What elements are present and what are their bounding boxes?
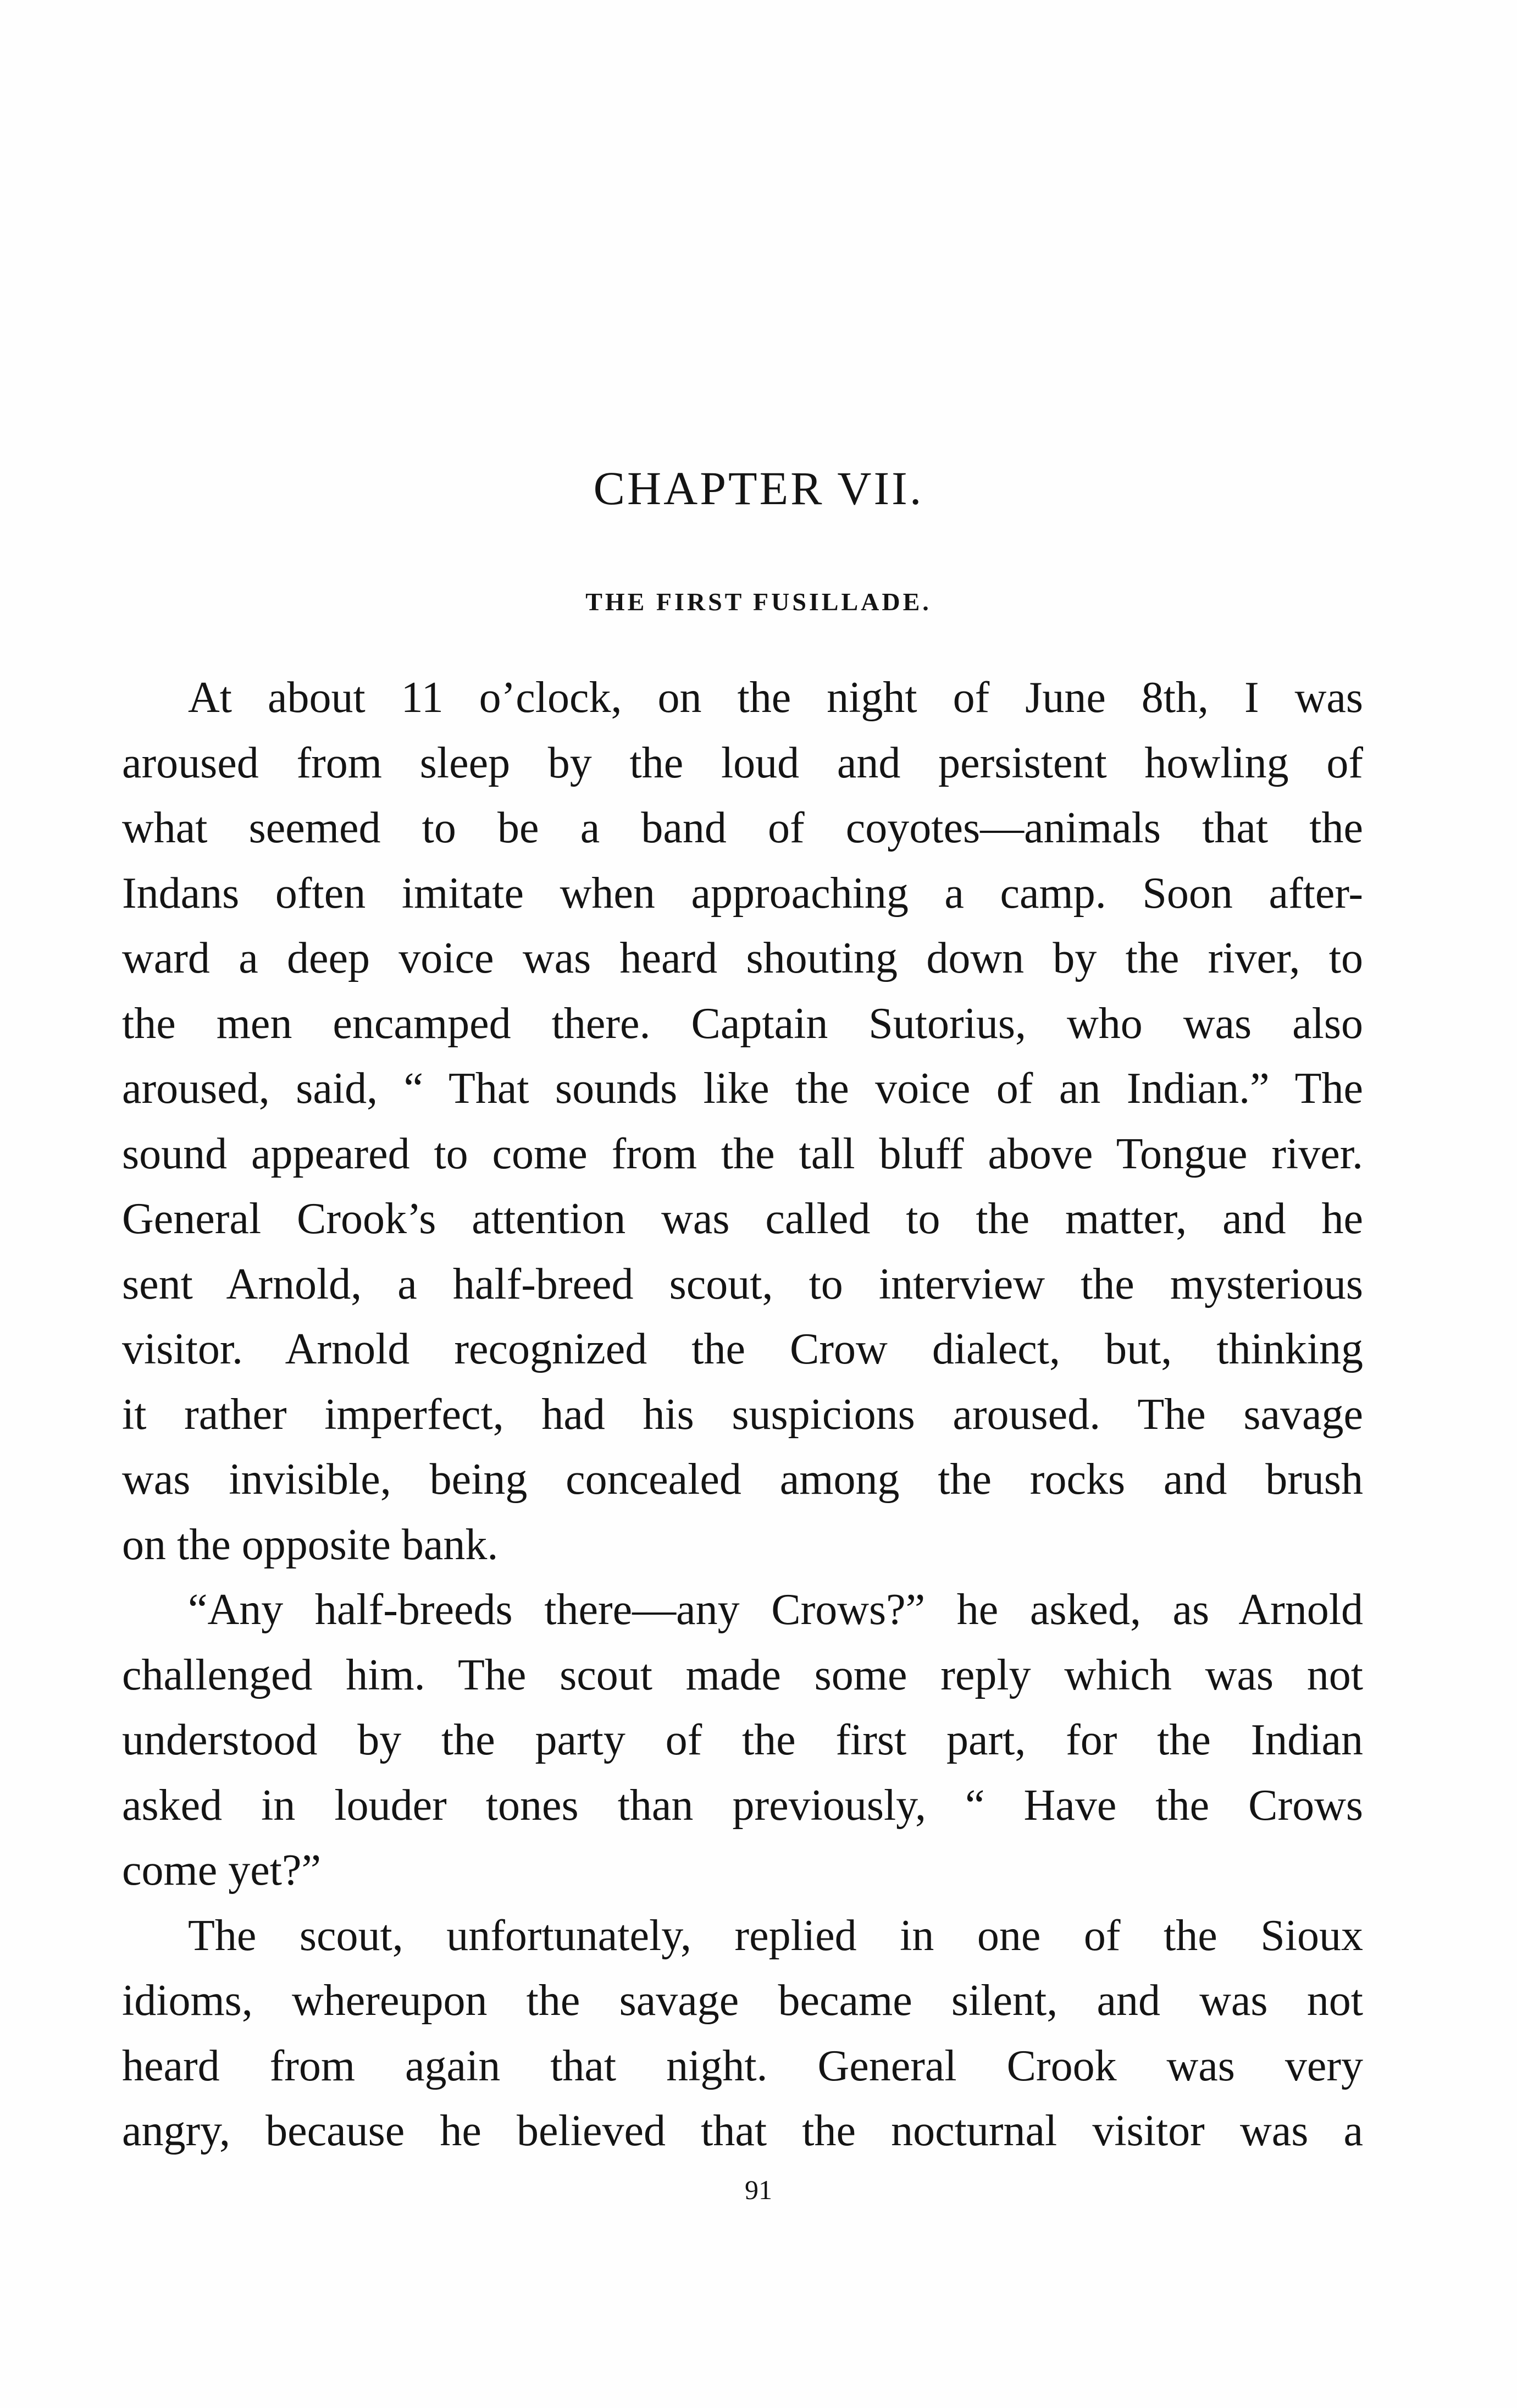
text-line: understood by the party of the first part, for the Indian	[122, 1716, 1363, 1764]
text-line: the men encamped there. Captain Sutorius, who was also	[122, 999, 1363, 1048]
text-line: Indans often imitate when approaching a camp. Soon after-	[122, 869, 1363, 918]
text-line: idioms, whereupon the savage became silent, and was not	[122, 1976, 1363, 2025]
text-line: heard from again that night. General Crook was very	[122, 2041, 1363, 2090]
text-line: asked in louder tones than previously, “ Have the Crows	[122, 1781, 1363, 1830]
text-line: visitor. Arnold recognized the Crow dialect, but, thinking	[122, 1325, 1363, 1373]
text-line: General Crook’s attention was called to the matter, and he	[122, 1195, 1363, 1243]
text-line: sound appeared to come from the tall bluff above Tongue river.	[122, 1129, 1363, 1178]
text-line: was invisible, being concealed among the rocks and brush	[122, 1455, 1363, 1504]
text-line: At about 11 o’clock, on the night of June 8th, I was	[188, 673, 1363, 722]
text-line: aroused from sleep by the loud and persistent howling of	[122, 738, 1363, 787]
text-line: sent Arnold, a half-breed scout, to interview the mysterious	[122, 1260, 1363, 1308]
page-number: 91	[745, 2174, 772, 2205]
text-line: The scout, unfortunately, replied in one of the Sioux	[188, 1911, 1363, 1960]
text-line: ward a deep voice was heard shouting down by the river, to	[122, 934, 1363, 982]
text-line: it rather imperfect, had his suspicions aroused. The savage	[122, 1390, 1363, 1439]
text-line: angry, because he believed that the nocturnal visitor was a	[122, 2107, 1363, 2155]
text-line: what seemed to be a band of coyotes—animals that the	[122, 804, 1363, 852]
text-line: aroused, said, “ That sounds like the voice of an Indian.” The	[122, 1064, 1363, 1113]
text-line: on the opposite bank.	[122, 1520, 499, 1569]
chapter-subtitle: THE FIRST FUSILLADE.	[585, 588, 932, 616]
body-text	[122, 665, 1363, 2164]
chapter-title: CHAPTER VII.	[593, 462, 924, 515]
text-line: “Any half-breeds there—any Crows?” he asked, as Arnold	[188, 1586, 1363, 1634]
text-line: come yet?”	[122, 1846, 321, 1895]
text-line: challenged him. The scout made some reply which was not	[122, 1650, 1363, 1699]
